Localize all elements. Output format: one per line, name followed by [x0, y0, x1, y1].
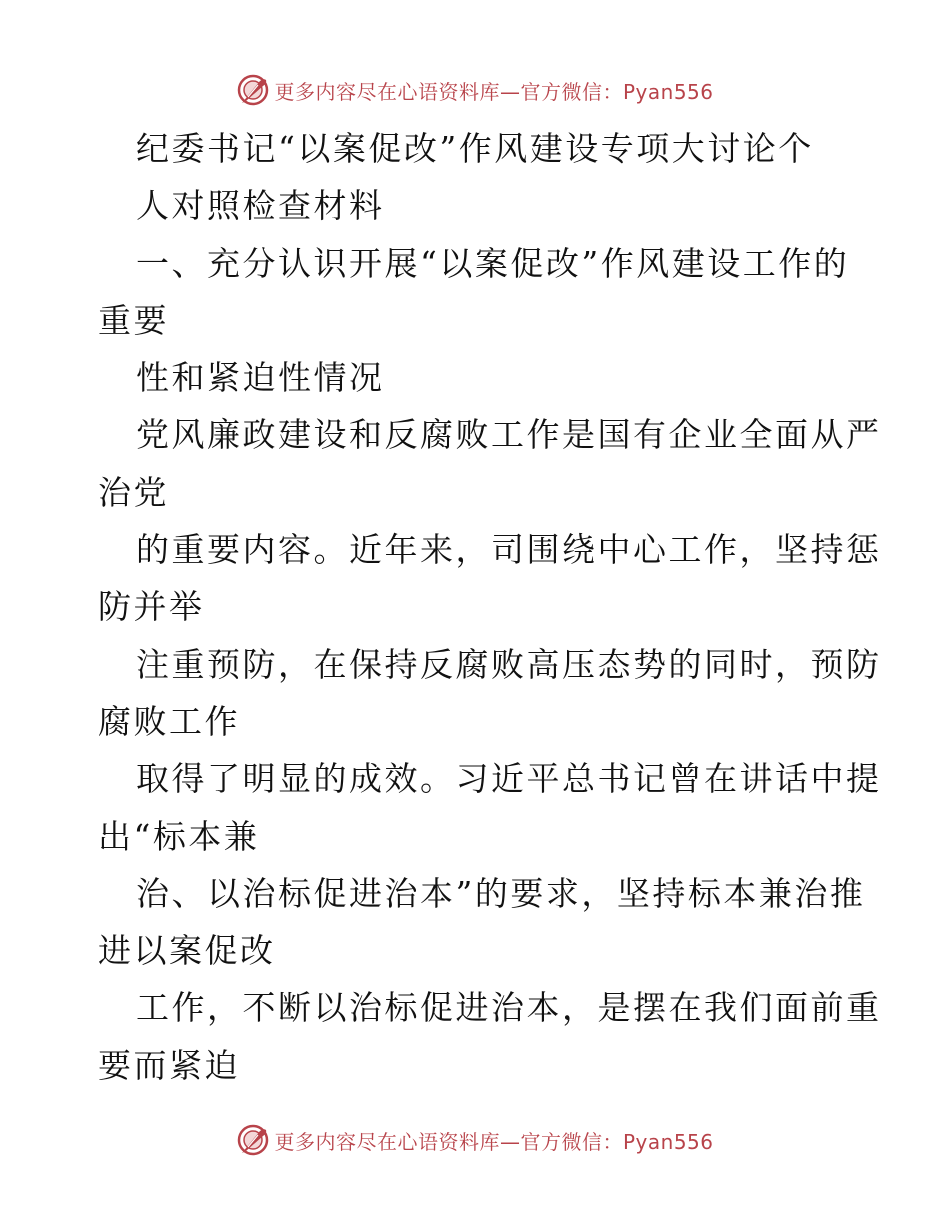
watermark-text: 更多内容尽在心语资料库—官方微信：	[274, 1129, 623, 1154]
feather-logo-icon	[236, 73, 270, 107]
text-line: 纪委书记“以案促改”作风建设专项大讨论个	[136, 129, 814, 168]
watermark-text: 更多内容尽在心语资料库—官方微信：	[274, 79, 623, 104]
text-line: 取得了明显的成效。习近平总书记曾在讲话中提	[136, 759, 882, 799]
text-line: 出“标本兼	[98, 816, 260, 856]
text-line: 一、充分认识开展“以案促改”作风建设工作的	[136, 243, 850, 283]
text-line: 防并举	[98, 587, 205, 627]
watermark-account: Pyan556	[622, 1129, 714, 1154]
watermark-footer	[0, 1120, 950, 1160]
text-line: 工作，不断以治标促进治本，是摆在我们面前重	[136, 988, 882, 1028]
feather-logo-icon	[236, 1123, 270, 1157]
text-line: 腐败工作	[98, 701, 240, 741]
text-line: 要而紧迫	[98, 1045, 240, 1085]
watermark-header	[0, 70, 950, 110]
text-line: 人对照检查材料	[136, 186, 385, 226]
text-line: 治、以治标促进治本”的要求，坚持标本兼治推	[136, 873, 866, 913]
document-body	[98, 120, 882, 1094]
text-line: 注重预防，在保持反腐败高压态势的同时，预防	[136, 644, 882, 684]
text-line: 的重要内容。近年来，司围绕中心工作，坚持惩	[136, 530, 882, 570]
text-line: 党风廉政建设和反腐败工作是国有企业全面从严	[136, 415, 882, 455]
text-line: 重要	[98, 300, 169, 340]
text-line: 性和紧迫性情况	[136, 358, 385, 398]
watermark-account: Pyan556	[622, 79, 714, 104]
text-line: 治党	[98, 472, 169, 512]
text-line: 进以案促改	[98, 931, 276, 971]
